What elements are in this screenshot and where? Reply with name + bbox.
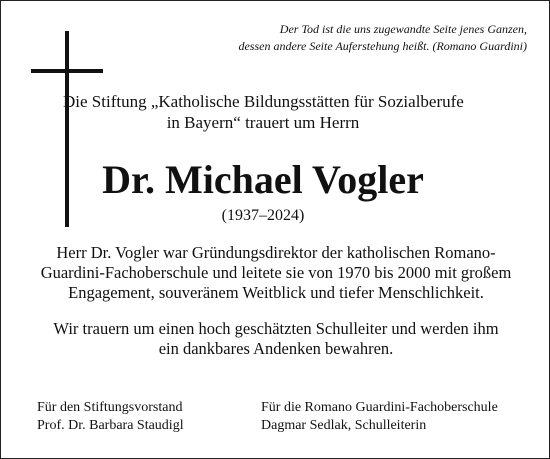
announcement-line-1: Die Stiftung „Katholische Bildungsstätten für Sozialberufe xyxy=(63,92,464,111)
quote-line-1: Der Tod ist die uns zugewandte Seite jenes Ganzen, xyxy=(279,22,527,36)
signature-board xyxy=(37,399,184,435)
tribute-line-1: Herr Dr. Vogler war Gründungsdirektor der katholischen Romano- xyxy=(56,243,496,262)
deceased-name: Dr. Michael Vogler xyxy=(102,157,424,202)
closing-line-2: ein dankbares Andenken bewahren. xyxy=(158,339,394,358)
quote-line-2: dessen andere Seite Auferstehung heißt. (Romano Guardini) xyxy=(238,39,527,53)
tribute-line-3: Engagement, souveränem Weitblick und tiefer Menschlichkeit. xyxy=(68,283,484,302)
tribute-text xyxy=(21,243,531,303)
signature-board-person: Prof. Dr. Barbara Staudigl xyxy=(37,418,184,433)
announcement-line-2: in Bayern“ trauert um Herrn xyxy=(166,113,360,132)
announcement xyxy=(63,91,463,133)
guardini-quote xyxy=(197,21,527,55)
signature-school xyxy=(261,399,498,435)
closing-text xyxy=(21,319,531,359)
signature-board-role: Für den Stiftungsvorstand xyxy=(37,400,183,415)
signature-school-person: Dagmar Sedlak, Schulleiterin xyxy=(261,418,427,433)
closing-line-1: Wir trauern um einen hoch geschätzten Schulleiter und werden ihm xyxy=(53,319,499,338)
life-years: (1937–2024) xyxy=(221,207,305,224)
tribute-line-2: Guardini-Fachoberschule und leitete sie von 1970 bis 2000 mit großem xyxy=(40,263,512,282)
signature-school-role: Für die Romano Guardini-Fachoberschule xyxy=(261,400,498,415)
